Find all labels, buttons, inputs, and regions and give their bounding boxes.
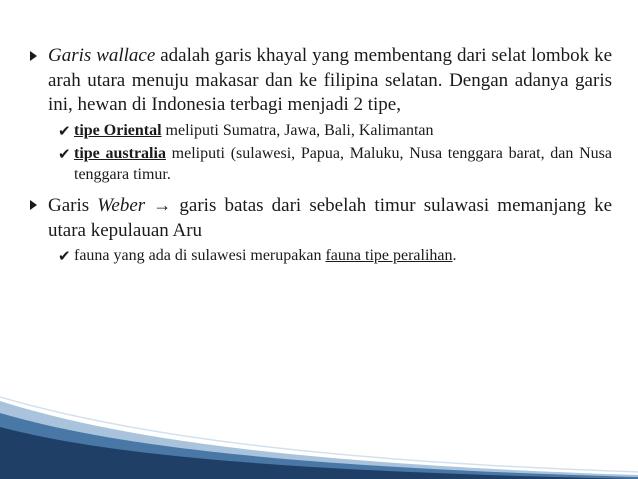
arrowhead-bullet-icon (30, 51, 37, 61)
bullet-prefix: Garis (48, 195, 98, 216)
term-tipe-oriental: tipe Oriental (74, 121, 162, 139)
checkmark-bullet-icon: ✔ (58, 145, 71, 163)
right-arrow-icon: → (153, 195, 172, 215)
sub-bullet-text: fauna yang ada di sulawesi merupakan (74, 247, 326, 264)
bullet-text: adalah garis khayal yang membentang dari selat lombok ke arah utara menuju makasar dan ke filipina selatan. Dengan adanya garis ini, hewan di Indonesia terbagi menjadi 2 tipe, (48, 45, 612, 115)
term-fauna-peralihan: fauna tipe peralihan (325, 247, 453, 264)
decorative-wave (0, 379, 638, 479)
slide-content (30, 44, 612, 270)
arrowhead-bullet-icon (30, 200, 37, 210)
term-tipe-australia: tipe australia (74, 145, 166, 162)
term-weber: Weber (97, 195, 146, 216)
bullet-garis-weber (30, 193, 612, 243)
checkmark-bullet-icon: ✔ (58, 121, 71, 140)
term-garis-wallace: Garis wallace (48, 45, 156, 66)
sub-bullet-oriental (48, 121, 612, 142)
sub-bullet-text: meliputi (sulawesi, Papua, Maluku, Nusa tenggara barat, dan Nusa tenggara timur. (74, 145, 613, 183)
sub-bullet-end: . (452, 247, 457, 264)
checkmark-bullet-icon: ✔ (58, 247, 71, 265)
sub-bullet-text: meliputi Sumatra, Jawa, Bali, Kalimantan (161, 121, 434, 139)
sub-bullet-australia (48, 144, 612, 185)
bullet-text: garis batas dari sebelah timur sulawasi memanjang ke utara kepulauan Aru (48, 195, 613, 241)
bullet-garis-wallace (30, 44, 612, 118)
sub-bullet-fauna-peralihan (48, 246, 612, 267)
